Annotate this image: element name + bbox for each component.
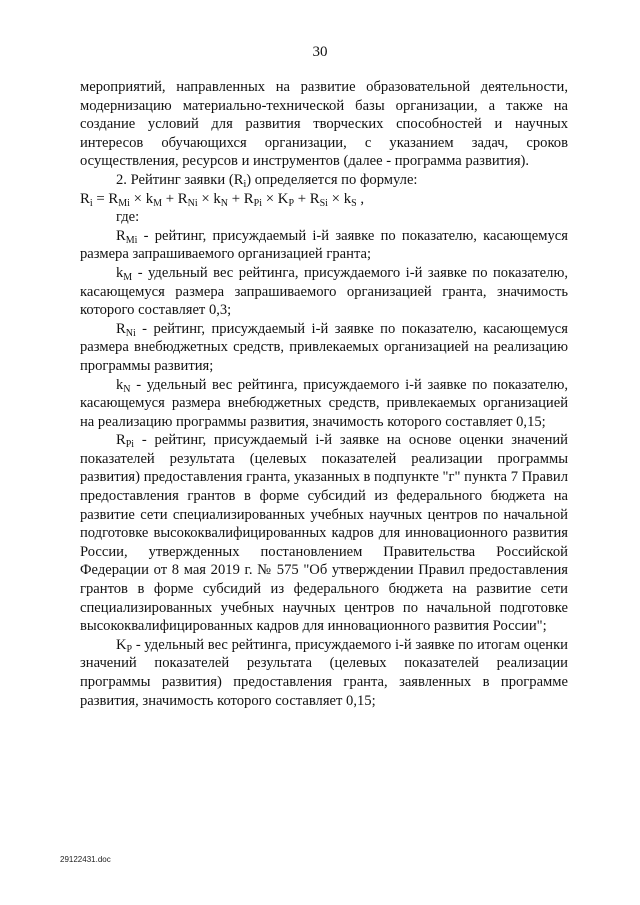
definition-r-mi: $R_{Mi}$ - рейтинг, присуждаемый i-й заявке по показателю, касающемуся размера запрашиваемого организацией гранта;	[80, 227, 568, 263]
document-filename: 29122431.doc	[60, 855, 111, 864]
page-number: 30	[312, 44, 328, 60]
definition-k-n: $k_N$ - удельный вес рейтинга, присуждаемого i-й заявке по показателю, касающемуся размера внебюджетных средств, привлекаемых организацией на реализацию программы развития, значимость которого составляет 0,15;	[80, 376, 568, 430]
document-body	[80, 78, 568, 710]
paragraph-rating-intro: 2. Рейтинг заявки $(R_i)$ определяется по формуле:	[116, 171, 418, 190]
rating-formula: $R_i = R_{Mi} \times k_M + R_{Ni} \times k_N + R_{Pi} \times K_P + R_{Si} \times k_S$ ,	[80, 190, 365, 209]
definition-r-ni: $R_{Ni}$ - рейтинг, присуждаемый i-й заявке по показателю, касающемуся размера внебюджетных средств, привлекаемых организацией на реализацию программы развития;	[80, 320, 568, 374]
definition-r-pi: $R_{Pi}$ - рейтинг, присуждаемый i-й заявке на основе оценки значений показателей результата (целевых показателей реализации программы развития) предоставления гранта, указанных в подпункте "г" пункта 7 Правил предоставления грантов в форме субсидий из федерального бюджета на развитие сети специализированных учебных научных центров по начальной подготовке высококвалифицированных кадров для инновационного развития России, утвержденных постановлением Правительства Российской Федерации от 8 мая 2019 г. № 575 "Об утверждении Правил предоставления грантов в форме субсидий из федерального бюджета на развитие сети специализированных учебных научных центров по начальной подготовке высококвалифицированных кадров для инновационного развития России";	[80, 432, 568, 635]
where-label: где:	[116, 209, 140, 226]
definition-k-m: $k_M$ - удельный вес рейтинга, присуждаемого i-й заявке по показателю, касающемуся размера запрашиваемого организацией гранта, значимость которого составляет 0,3;	[80, 264, 568, 319]
definition-k-p: $K_P$ - удельный вес рейтинга, присуждаемого i-й заявке по итогам оценки значений показателей результата (целевых показателей реализации программы развития) предоставления гранта, заявленных в программе развития, значимость которого составляет 0,15;	[80, 636, 568, 709]
paragraph-program-description: мероприятий, направленных на развитие образовательной деятельности, модернизацию материально-технической базы организации, а также на создание условий для развития творческих способностей и научных интересов обучающихся организации, с указанием задач, сроков осуществления, ресурсов и инструментов (далее - программа развития).	[80, 79, 568, 170]
